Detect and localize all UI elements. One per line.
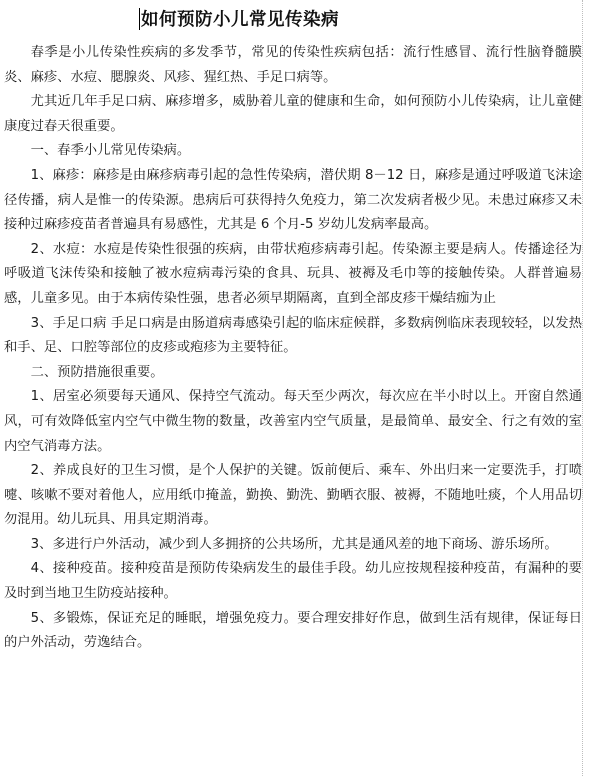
paragraph-chickenpox[interactable]: 2、水痘：水痘是传染性很强的疾病，由带状疱疹病毒引起。传染源主要是病人。传播途径为呼吸道飞沫传染和接触了被水痘病毒污染的食具、玩具、被褥及毛巾等的接触传染。人群普遍易感，儿童多见。由于本病传染性强，患者必须早期隔离，直到全部皮疹干燥结痂为止 <box>4 241 582 306</box>
paragraph-hfmd[interactable]: 3、手足口病 手足口病是由肠道病毒感染引起的临床症候群，多数病例临床表现较轻，以发热和手、足、口腔等部位的皮疹或疱疹为主要特征。 <box>4 315 582 356</box>
document-title[interactable]: 如何预防小儿常见传染病 <box>141 10 339 30</box>
text-cursor <box>139 8 140 30</box>
paragraph-intro[interactable]: 春季是小儿传染性疾病的多发季节，常见的传染性疾病包括：流行性感冒、流行性脑脊髓膜炎、麻疹、水痘、腮腺炎、风疹、猩红热、手足口病等。 <box>4 45 582 85</box>
document-body[interactable] <box>4 41 582 656</box>
page-margin-guide <box>582 0 583 776</box>
paragraph-exercise[interactable]: 5、多锻炼，保证充足的睡眠，增强免疫力。要合理安排好作息，做到生活有规律，保证每日的户外活动，劳逸结合。 <box>4 610 582 651</box>
paragraph-measles[interactable]: 1、麻疹：麻疹是由麻疹病毒引起的急性传染病，潜伏期 8－12 日，麻疹是通过呼吸道飞沫途径传播，病人是惟一的传染源。患病后可获得持久免疫力，第二次发病者极少见。未患过麻疹又未接种过麻疹疫苗者普遍具有易感性，尤其是 6 个月-5 岁幼儿发病率最高。 <box>4 167 582 233</box>
paragraph-hygiene[interactable]: 2、养成良好的卫生习惯，是个人保护的关键。饭前便后、乘车、外出归来一定要洗手，打喷嚏、咳嗽不要对着他人，应用纸巾掩盖，勤换、勤洗、勤晒衣服、被褥，不随地吐痰，个人用品切勿混用。幼儿玩具、用具定期消毒。 <box>4 463 582 528</box>
paragraph-vaccination[interactable]: 4、接种疫苗。接种疫苗是预防传染病发生的最佳手段。幼儿应按规程接种疫苗，有漏种的要及时到当地卫生防疫站接种。 <box>4 561 582 602</box>
paragraph-intro-2[interactable]: 尤其近几年手足口病、麻疹增多，威胁着儿童的健康和生命，如何预防小儿传染病，让儿童健康度过春天很重要。 <box>4 94 582 134</box>
paragraph-ventilation[interactable]: 1、居室必须要每天通风、保持空气流动。每天至少两次，每次应在半小时以上。开窗自然通风，可有效降低室内空气中微生物的数量，改善室内空气质量，是最简单、最安全、行之有效的室内空气消毒方法。 <box>4 389 582 454</box>
section-heading-prevention[interactable]: 二、预防措施很重要。 <box>30 364 164 380</box>
paragraph-crowds[interactable]: 3、多进行户外活动，减少到人多拥挤的公共场所，尤其是通风差的地下商场、游乐场所。 <box>30 536 558 552</box>
section-heading-common-diseases[interactable]: 一、春季小儿常见传染病。 <box>30 143 191 159</box>
